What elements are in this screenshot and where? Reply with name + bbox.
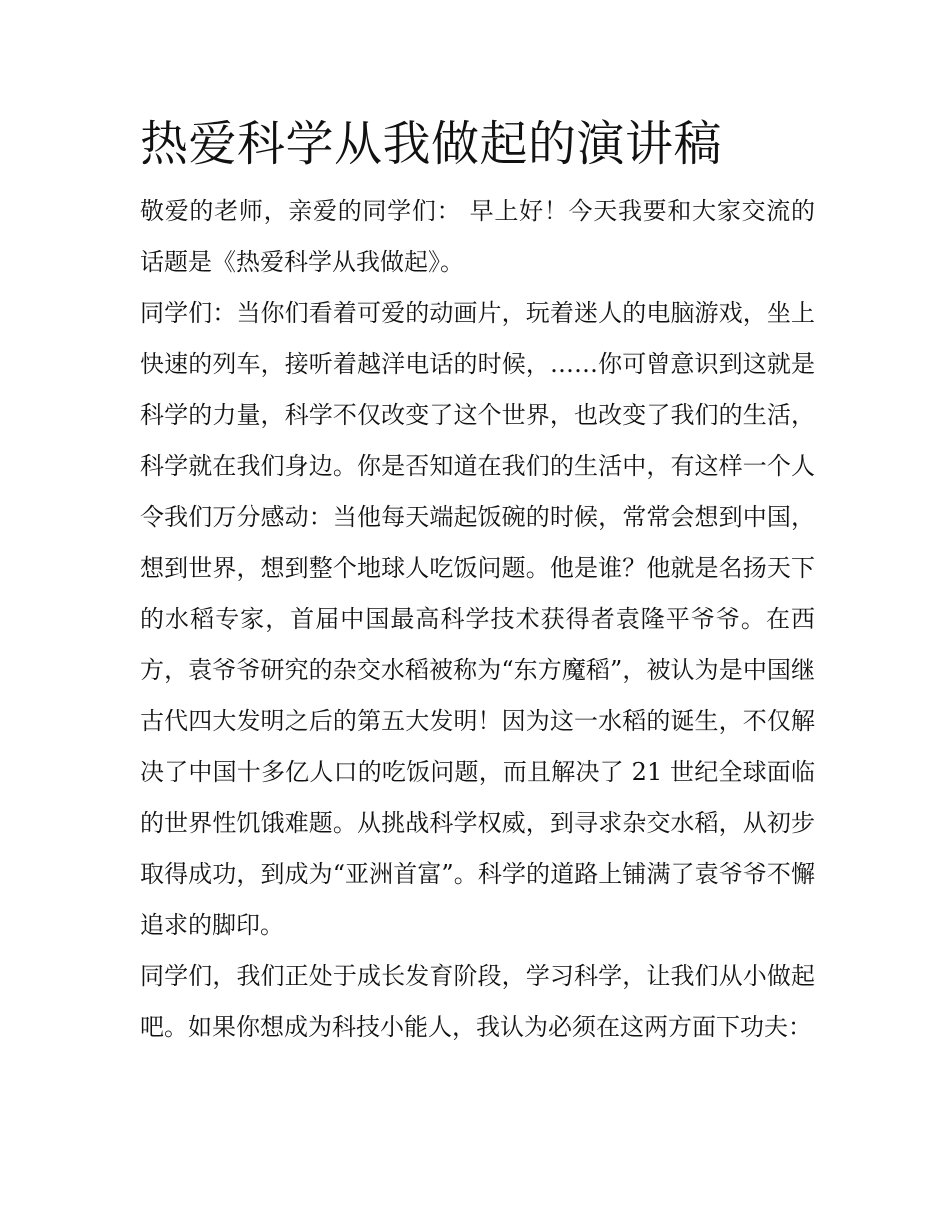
paragraph-yuan-longping: 同学们：当你们看着可爱的动画片，玩着迷人的电脑游戏，坐上快速的列车，接听着越洋电话的时候，……你可曾意识到这就是科学的力量，科学不仅改变了这个世界，也改变了我们的生活，科学就在我们身边。你是否知道在我们的生活中，有这样一个人令我们万分感动：当他每天端起饭碗的时候，常常会想到中国，想到世界，想到整个地球人吃饭问题。他是谁？他就是名扬天下的水稻专家，首届中国最高科学技术获得者袁隆平爷爷。在西方，袁爷爷研究的杂交水稻被称为“东方魔稻”，被认为是中国继古代四大发明之后的第五大发明！因为这一水稻的诞生，不仅解决了中国十多亿人口的吃饭问题，而且解决了 21 世纪全球面临的世界性饥饿难题。从挑战科学权威，到寻求杂交水稻，从初步取得成功，到成为“亚洲首富”。科学的道路上铺满了袁爷爷不懈追求的脚印。 — [140, 299, 815, 939]
paragraph-call-to-action: 同学们，我们正处于成长发育阶段，学习科学，让我们从小做起吧。如果你想成为科技小能人，我认为必须在这两方面下功夫： — [140, 962, 815, 1041]
paragraph-greeting: 敬爱的老师，亲爱的同学们： 早上好！今天我要和大家交流的话题是《热爱科学从我做起》。 — [140, 197, 815, 276]
document-page — [140, 108, 815, 1053]
document-title: 热爱科学从我做起的演讲稿 — [140, 116, 723, 172]
